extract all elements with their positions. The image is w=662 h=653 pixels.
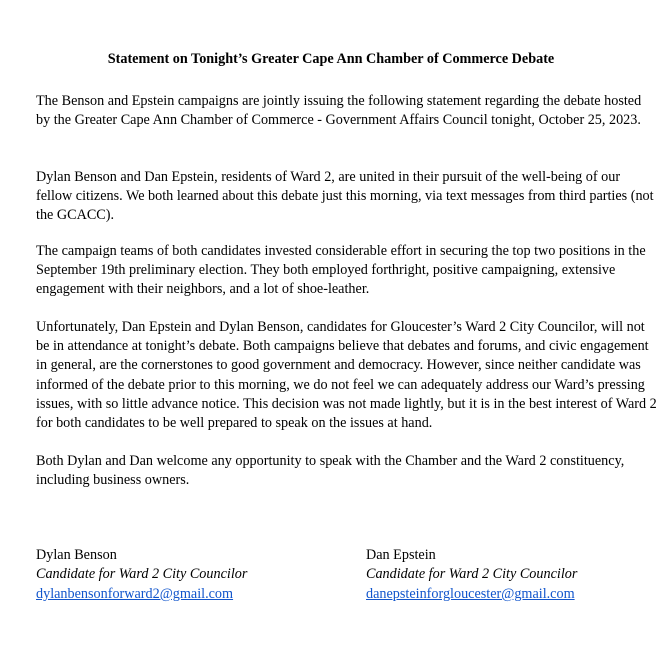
signature-name: Dan Epstein (366, 547, 436, 563)
paragraph-campaigns: The campaign teams of both candidates invested considerable effort in securing the top two positions in the September 19th preliminary election. They both employed forthright, positive campaigning, extensive engagement with their neighbors, and a lot of shoe-leather. (36, 243, 646, 298)
paragraph-attendance: Unfortunately, Dan Epstein and Dylan Benson, candidates for Gloucester’s Ward 2 City Councilor, will not be in attendance at tonight’s debate. Both campaigns believe that debates and forums, and civic engagement in general, are the cornerstones to good government and democracy. However, since neither candidate was informed of the debate prior to this morning, we do not feel we can adequately address our Ward’s pressing issues, with so little advance notice. This decision was not made lightly, but it is in the best interest of Ward 2 for both candidates to be well prepared to speak on the issues at hand. (36, 319, 657, 432)
signature-role: Candidate for Ward 2 City Councilor (366, 566, 578, 583)
signature-email-link[interactable]: dylanbensonforward2@gmail.com (36, 585, 234, 602)
signature-name: Dylan Benson (36, 547, 117, 563)
document-title: Statement on Tonight’s Greater Cape Ann Chamber of Commerce Debate (107, 51, 555, 67)
paragraph-welcome: Both Dylan and Dan welcome any opportunity to speak with the Chamber and the Ward 2 constituency, including business owners. (36, 453, 625, 489)
signature-block-benson (36, 546, 247, 604)
paragraph-candidates: Dylan Benson and Dan Epstein, residents of Ward 2, are united in their pursuit of the well-being of our fellow citizens. We both learned about this debate just this morning, via text messages from third parties (not the GCACC). (36, 169, 654, 224)
signature-block-epstein (366, 546, 577, 604)
signature-email-link[interactable]: danepsteinforgloucester@gmail.com (366, 585, 575, 602)
paragraph-intro: The Benson and Epstein campaigns are jointly issuing the following statement regarding the debate hosted by the Greater Cape Ann Chamber of Commerce - Government Affairs Council tonight, October 25, 2023. (36, 93, 642, 129)
signature-role: Candidate for Ward 2 City Councilor (36, 566, 248, 583)
